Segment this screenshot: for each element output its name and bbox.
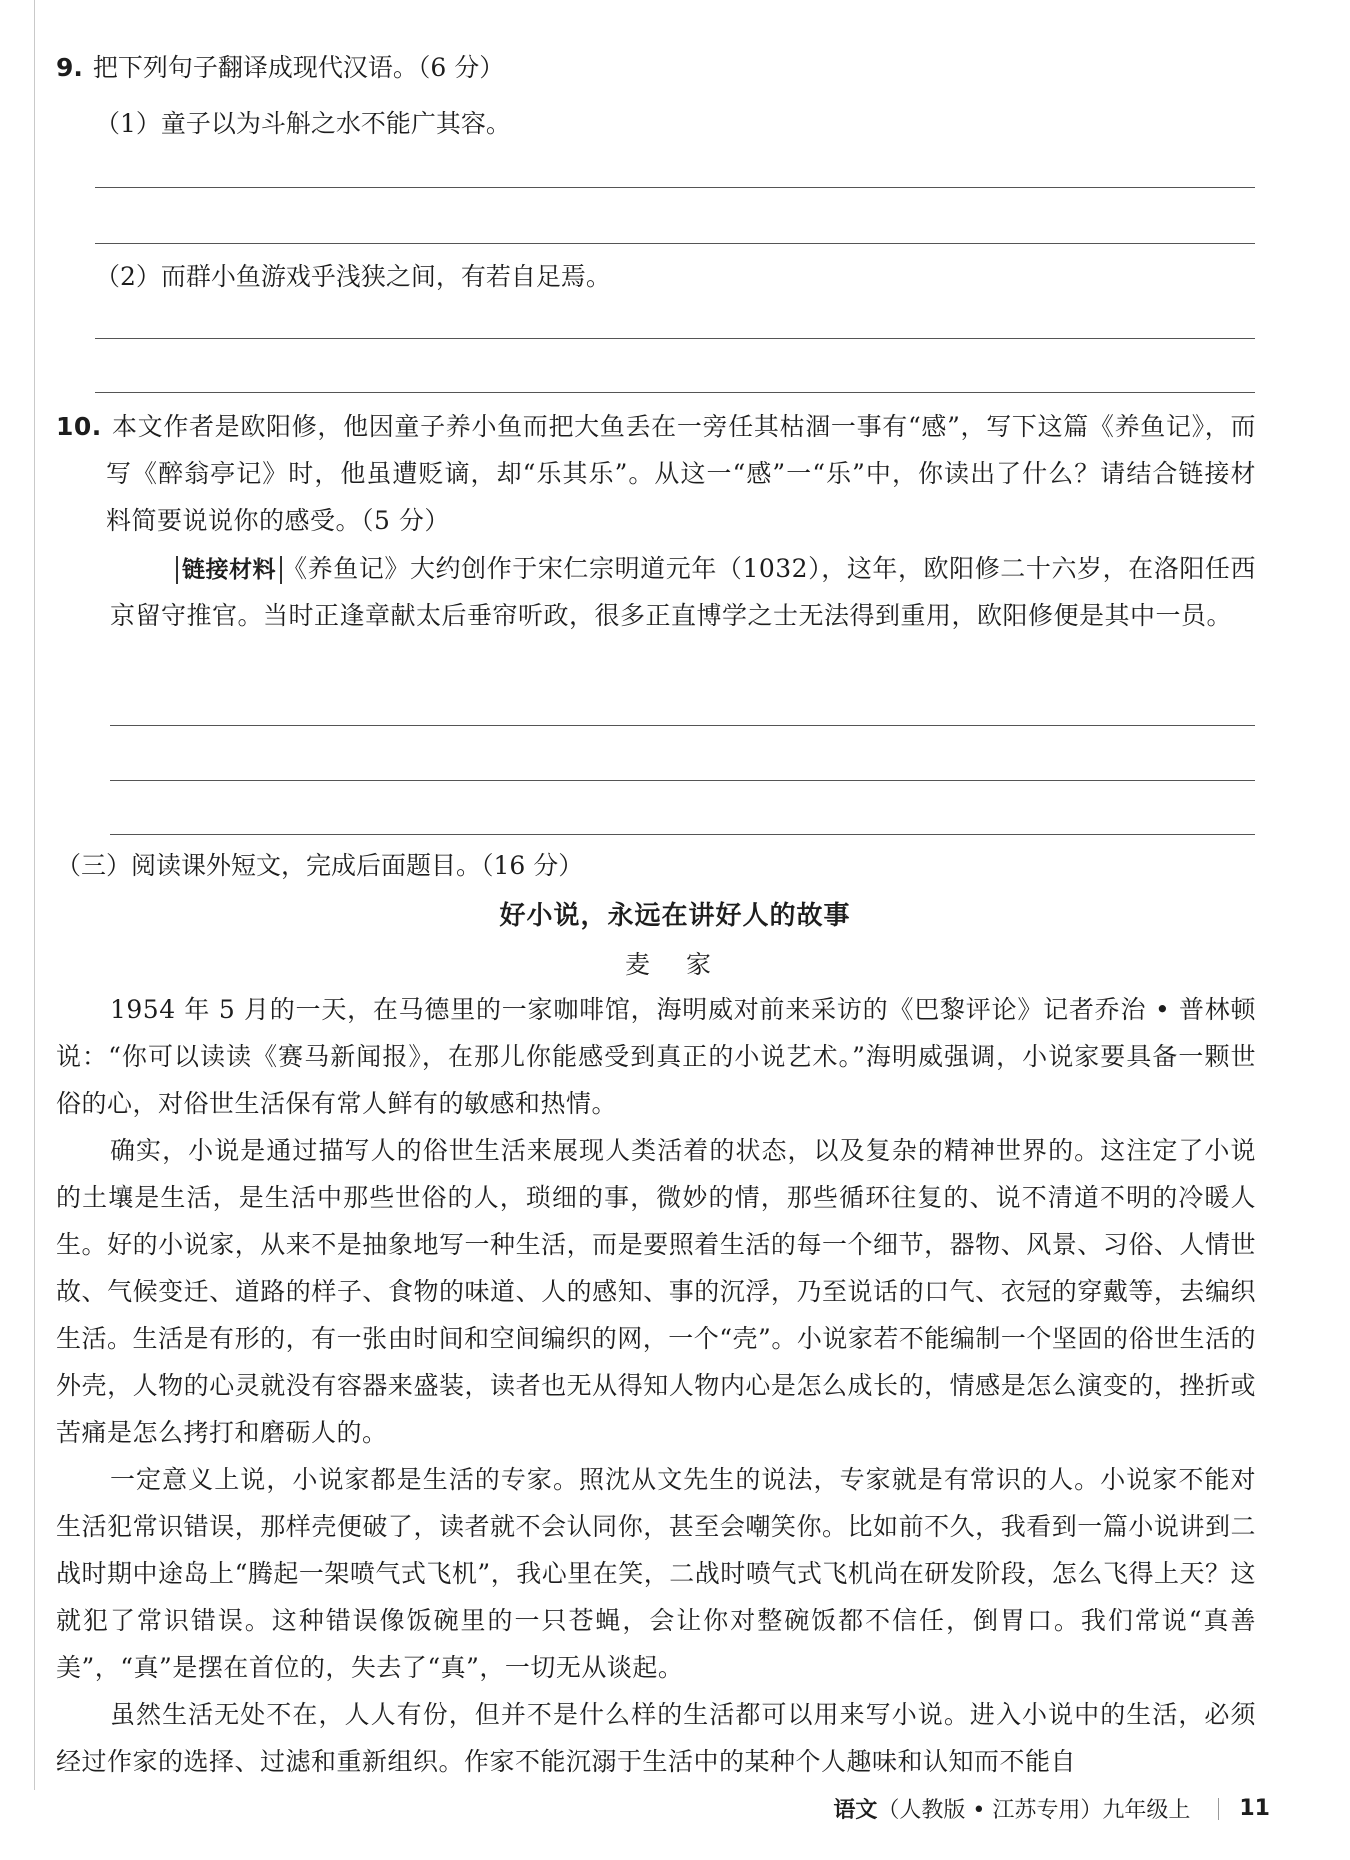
answer-line[interactable] bbox=[95, 187, 1255, 188]
footer-divider bbox=[1218, 1798, 1219, 1820]
article-author: 麦 家 bbox=[625, 950, 725, 979]
question-9 bbox=[56, 48, 1256, 88]
answer-line[interactable] bbox=[110, 834, 1255, 835]
article-title: 好小说，永远在讲好人的故事 bbox=[499, 901, 851, 931]
footer-subject: 语文 bbox=[833, 1798, 878, 1823]
page-number: 11 bbox=[1239, 1796, 1270, 1821]
section-3-heading: （三）阅读课外短文，完成后面题目。（16 分） bbox=[56, 851, 584, 880]
link-material-label: 链接材料 bbox=[176, 556, 282, 584]
article-paragraph: 一定意义上说，小说家都是生活的专家。照沈从文先生的说法，专家就是有常识的人。小说家不能对生活犯常识错误，那样壳便破了，读者就不会认同你，甚至会嘲笑你。比如前不久，我看到一篇小说讲到二战时期中途岛上“腾起一架喷气式飞机”，我心里在笑，二战时喷气式飞机尚在研发阶段，怎么飞得上天？这就犯了常识错误。这种错误像饭碗里的一只苍蝇，会让你对整碗饭都不信任，倒胃口。我们常说“真善美”，“真”是摆在首位的，失去了“真”，一切无从谈起。 bbox=[56, 1465, 1256, 1682]
article-paragraph: 虽然生活无处不在，人人有份，但并不是什么样的生活都可以用来写小说。进入小说中的生活，必须经过作家的选择、过滤和重新组织。作家不能沉溺于生活中的某种个人趣味和认知而不能自 bbox=[56, 1700, 1256, 1776]
answer-line[interactable] bbox=[110, 780, 1255, 781]
q9-item-2: （2）而群小鱼游戏乎浅狭之间，有若自足焉。 bbox=[95, 262, 611, 291]
answer-line[interactable] bbox=[110, 725, 1255, 726]
answer-line[interactable] bbox=[95, 243, 1255, 244]
footer-edition: （人教版 • 江苏专用）九年级上 bbox=[877, 1798, 1191, 1823]
answer-line[interactable] bbox=[95, 392, 1255, 393]
q9-item-1: （1）童子以为斗斛之水不能广其容。 bbox=[95, 109, 511, 138]
question-prompt: 把下列句子翻译成现代汉语。（6 分） bbox=[92, 53, 505, 82]
question-10 bbox=[56, 403, 1256, 544]
link-material bbox=[110, 545, 1256, 639]
link-material-text: 《养鱼记》大约创作于宋仁宗明道元年（1032），这年，欧阳修二十六岁，在洛阳任西京留守推官。当时正逢章献太后垂帘听政，很多正直博学之士无法得到重用，欧阳修便是其中一员。 bbox=[110, 554, 1256, 630]
question-number: 9. bbox=[56, 53, 83, 82]
article-paragraph: 1954 年 5 月的一天，在马德里的一家咖啡馆，海明威对前来采访的《巴黎评论》记者乔治 • 普林顿说：“你可以读读《赛马新闻报》，在那儿你能感受到真正的小说艺术。”海明威强调，小说家要具备一颗世俗的心，对俗世生活保有常人鲜有的敏感和热情。 bbox=[56, 995, 1256, 1118]
article-paragraph: 确实，小说是通过描写人的俗世生活来展现人类活着的状态，以及复杂的精神世界的。这注定了小说的土壤是生活，是生活中那些世俗的人，琐细的事，微妙的情，那些循环往复的、说不清道不明的冷暖人生。好的小说家，从来不是抽象地写一种生活，而是要照着生活的每一个细节，器物、风景、习俗、人情世故、气候变迁、道路的样子、食物的味道、人的感知、事的沉浮，乃至说话的口气、衣冠的穿戴等，去编织生活。生活是有形的，有一张由时间和空间编织的网，一个“壳”。小说家若不能编制一个坚固的俗世生活的外壳，人物的心灵就没有容器来盛装，读者也无从得知人物内心是怎么成长的，情感是怎么演变的，挫折或苦痛是怎么拷打和磨砺人的。 bbox=[56, 1136, 1256, 1447]
page-footer bbox=[833, 1793, 1270, 1824]
answer-line[interactable] bbox=[95, 338, 1255, 339]
question-number: 10. bbox=[56, 412, 102, 441]
question-prompt: 本文作者是欧阳修，他因童子养小鱼而把大鱼丢在一旁任其枯涸一事有“感”，写下这篇《养鱼记》，而写《醉翁亭记》时，他虽遭贬谪，却“乐其乐”。从这一“感”一“乐”中，你读出了什么？请结合链接材料简要说说你的感受。（5 分） bbox=[106, 412, 1256, 535]
